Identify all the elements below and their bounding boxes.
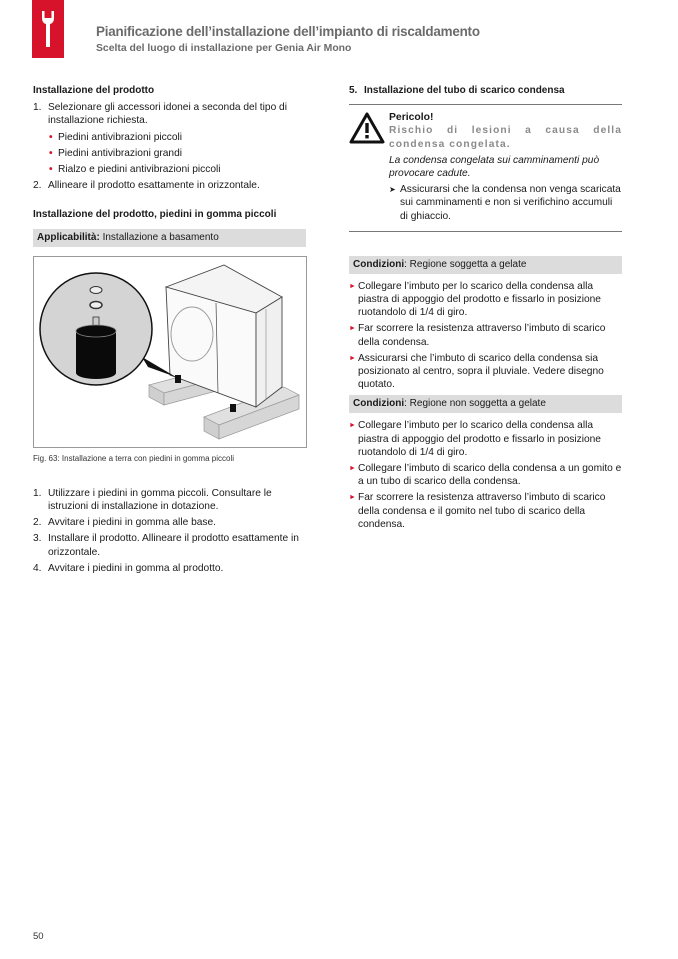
red-arrow-icon: ► (349, 465, 356, 473)
page-number: 50 (33, 931, 44, 942)
applicability-value: Installazione a basamento (99, 231, 219, 243)
list-item: ► Collegare l’imbuto per lo scarico della condensa alla piastra di appoggio del prodotto e fissarlo in posizione ruotandolo di 1/4 di giro. (349, 280, 601, 319)
step-item (33, 562, 306, 575)
step-item (33, 101, 306, 176)
rubber-feet-steps (33, 487, 306, 575)
section-heading: Installazione del prodotto, piedini in gomma piccoli (33, 209, 277, 221)
step-number: 4. (33, 562, 42, 574)
list-item: ► Assicurarsi che l’imbuto di scarico della condensa sia posizionato al centro, sopra il pluviale. Vedere disegno quotato. (349, 352, 604, 391)
warning-triangle-icon (349, 112, 385, 144)
accessory-list (48, 131, 306, 177)
wrench-icon (41, 9, 55, 49)
warning-consequence: La condensa congelata sui camminamenti può provocare cadute. (389, 154, 600, 180)
bullet-icon: • (49, 147, 53, 159)
step-item (33, 532, 306, 558)
step-text: Selezionare gli accessori idonei a seconda del tipo di installazione richiesta. (48, 102, 287, 127)
bullet-icon: • (49, 131, 53, 143)
warning-content (389, 111, 622, 223)
heat-pump-installation-illustration (34, 257, 306, 447)
list-item: • Rialzo e piedini antivibrazioni piccoli (49, 164, 221, 176)
page-header (96, 24, 480, 56)
conditions-label: Condizioni (353, 258, 405, 270)
step-text: Avvitare i piedini in gomma alle base. (48, 517, 216, 529)
step-5-heading: 5. Installazione del tubo di scarico condensa (349, 85, 565, 96)
section-heading: Installazione del prodotto (33, 85, 155, 96)
applicability-label: Applicabilità: (37, 231, 100, 243)
applicability-bar (33, 229, 306, 247)
warning-action: ➤ Assicurarsi che la condensa non venga scaricata sui camminamenti e non si verifichino accumuli di ghiaccio. (389, 184, 621, 222)
list-item: • Piedini antivibrazioni grandi (49, 147, 183, 159)
steps-list (33, 101, 306, 192)
conditions-value: : Regione soggetta a gelate (404, 258, 527, 270)
danger-warning (349, 104, 622, 232)
step-item (33, 487, 306, 513)
step-number: 1. (33, 487, 42, 499)
red-arrow-icon: ► (349, 282, 356, 290)
figure-illustration (33, 256, 307, 448)
step-number: 5. (349, 85, 358, 96)
red-arrow-icon: ► (349, 422, 356, 430)
list-item: ► Far scorrere la resistenza attraverso l’imbuto di scarico della condensa. (349, 323, 606, 348)
warning-title: Pericolo! (389, 112, 434, 124)
page-subtitle: Scelta del luogo di installazione per Genia Air Mono (96, 43, 352, 54)
step-item (33, 516, 306, 529)
step-number: 2. (33, 517, 42, 529)
step-item (33, 179, 306, 192)
step-text: Avvitare i piedini in gomma al prodotto. (48, 562, 224, 574)
arrow-icon: ➤ (389, 185, 396, 195)
list-item: • Piedini antivibrazioni piccoli (49, 131, 183, 143)
conditions-bar-no-frost (349, 395, 622, 413)
conditions-bar-frost (349, 256, 622, 274)
figure-caption: Fig. 63: Installazione a terra con piedini in gomma piccoli (33, 453, 234, 463)
step-text: Allineare il prodotto esattamente in orizzontale. (48, 180, 260, 192)
left-column (33, 84, 306, 578)
chapter-tab (32, 0, 64, 58)
list-item: ► Collegare l’imbuto per lo scarico della condensa alla piastra di appoggio del prodotto e fissarlo in posizione ruotandolo di 1/4 di giro. (349, 420, 601, 458)
step-text: Installare il prodotto. Allineare il prodotto esattamente in orizzontale. (48, 533, 299, 558)
red-arrow-icon: ► (349, 354, 356, 362)
red-arrow-icon: ► (349, 494, 356, 502)
list-item: ► Far scorrere la resistenza attraverso l’imbuto di scarico della condensa e il gomito nel tubo di scarico della condensa. (349, 492, 606, 530)
no-frost-steps-list (349, 419, 622, 531)
step-text: Utilizzare i piedini in gomma piccoli. Consultare le istruzioni di installazione in dotazione. (48, 487, 272, 513)
red-arrow-icon: ► (349, 325, 356, 333)
frost-steps-list (349, 280, 622, 392)
conditions-value: : Regione non soggetta a gelate (404, 398, 546, 410)
warning-risk: Rischio di lesioni a causa della condensa congelata. (389, 125, 622, 150)
step-number: 2. (33, 180, 42, 192)
step-number: 1. (33, 102, 42, 114)
page-title: Pianificazione dell’installazione dell’impianto di riscaldamento (96, 24, 480, 39)
bullet-icon: • (49, 164, 53, 176)
right-column (349, 84, 622, 534)
conditions-label: Condizioni (353, 398, 405, 410)
step-number: 3. (33, 533, 42, 545)
list-item: ► Collegare l’imbuto di scarico della condensa a un gomito e a un tubo di scarico della condensa. (349, 463, 622, 488)
